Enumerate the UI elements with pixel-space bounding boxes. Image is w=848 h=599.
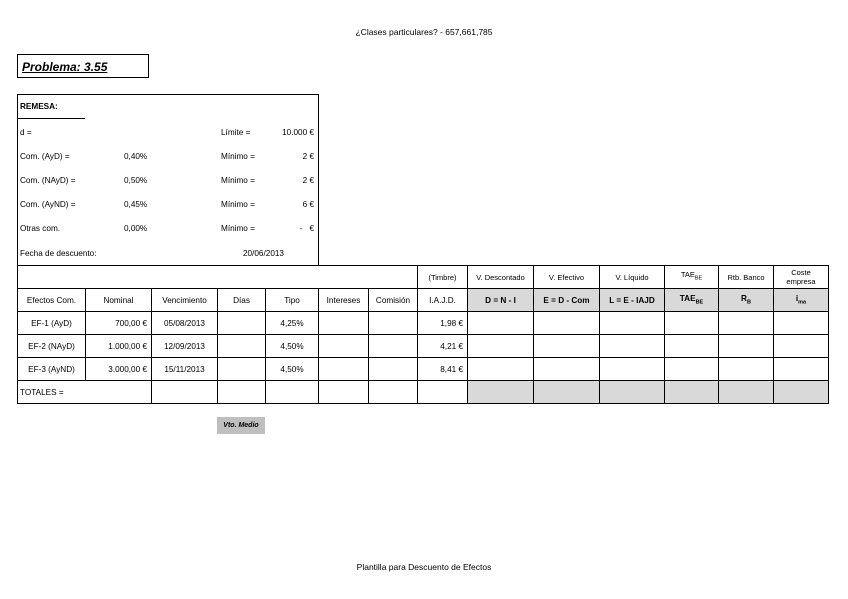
vencimiento-header: Vencimiento [152,289,218,312]
totales-comision-cell[interactable] [369,381,418,404]
otras-com-pct: 0,00% [124,224,148,233]
com-nayd-min-value: 2 € [302,176,314,185]
i-cell[interactable] [774,335,829,358]
tipo-cell: 4,50% [266,358,319,381]
limite-value: 10.000 € [282,128,314,137]
com-aynd-label: Com. (AyND) = [20,200,76,209]
rtb-banco-header: Rtb. Banco [719,266,774,289]
efecto-cell: EF-1 (AyD) [18,312,86,335]
page-header: ¿Clases particulares? - 657,661,785 [355,27,493,37]
effects-table [17,265,829,404]
vencimiento-cell: 12/09/2013 [152,335,218,358]
comision-header: Comisión [369,289,418,312]
dias-cell[interactable] [218,358,266,381]
fecha-label: Fecha de descuento: [20,249,97,258]
remesa-title: REMESA: [20,102,58,111]
table-row [18,335,829,358]
dias-header: Días [218,289,266,312]
i-cell[interactable] [774,358,829,381]
tae-cell[interactable] [665,335,719,358]
intereses-cell[interactable] [319,358,369,381]
efecto-cell: EF-2 (NAyD) [18,335,86,358]
coste-empresa-header: Coste empresa [774,266,829,289]
e-cell[interactable] [534,312,600,335]
nominal-cell: 1.000,00 € [86,335,152,358]
i-header: $i_{ma}$ [774,289,829,312]
totales-i-cell [774,381,829,404]
l-formula-header: L = E - IAJD [600,289,665,312]
totales-iajd-cell[interactable] [418,381,468,404]
dias-cell[interactable] [218,335,266,358]
com-aynd-pct: 0,45% [124,200,148,209]
e-cell[interactable] [534,335,600,358]
iajd-cell: 4,21 € [418,335,468,358]
v-descontado-header: V. Descontado [468,266,534,289]
tae-header: $TAE_{BE}$ [665,289,719,312]
d-formula-header: D = N - I [468,289,534,312]
l-cell[interactable] [600,335,665,358]
table-row [18,358,829,381]
page-footer: Plantilla para Descuento de Efectos [356,562,492,572]
remesa-panel [17,94,319,266]
comision-cell[interactable] [369,312,418,335]
v-liquido-header: V. Líquido [600,266,665,289]
r-header: $R_B$ [719,289,774,312]
otras-com-min-value: - € [299,224,314,233]
top-header-blank [18,266,418,289]
vencimiento-cell: 15/11/2013 [152,358,218,381]
comision-cell[interactable] [369,335,418,358]
com-ayd-pct: 0,40% [124,152,148,161]
timbre-header: (Timbre) [418,266,468,289]
intereses-cell[interactable] [319,312,369,335]
nominal-header: Nominal [86,289,152,312]
fecha-value: 20/06/2013 [243,249,284,258]
otras-com-label: Otras com. [20,224,61,233]
totales-label: TOTALES = [18,381,152,404]
iajd-cell: 1,98 € [418,312,468,335]
e-cell[interactable] [534,358,600,381]
com-ayd-min-label: Mínimo = [221,152,255,161]
otras-com-min-label: Mínimo = [221,224,255,233]
i-cell[interactable] [774,312,829,335]
totales-intereses-cell[interactable] [319,381,369,404]
problem-title: Problema: 3.55 [22,60,108,74]
totales-vencimiento-cell[interactable] [152,381,218,404]
l-cell[interactable] [600,312,665,335]
totales-e-cell [534,381,600,404]
totales-l-cell [600,381,665,404]
d-cell[interactable] [468,335,534,358]
efectos-header: Efectos Com. [18,289,86,312]
com-nayd-label: Com. (NAyD) = [20,176,76,185]
nominal-cell: 3.000,00 € [86,358,152,381]
table-row [18,312,829,335]
tipo-cell: 4,50% [266,335,319,358]
totales-r-cell [719,381,774,404]
iajd-header: I.A.J.D. [418,289,468,312]
com-aynd-min-label: Mínimo = [221,200,255,209]
com-ayd-min-value: 2 € [302,152,314,161]
dias-cell[interactable] [218,312,266,335]
r-cell[interactable] [719,335,774,358]
d-cell[interactable] [468,358,534,381]
intereses-header: Intereses [319,289,369,312]
d-cell[interactable] [468,312,534,335]
remesa-underline [18,118,85,119]
vencimiento-cell: 05/08/2013 [152,312,218,335]
tipo-cell: 4,25% [266,312,319,335]
totales-d-cell [468,381,534,404]
header-row [18,289,829,312]
e-formula-header: E = D - Com [534,289,600,312]
totales-dias-cell[interactable] [218,381,266,404]
top-header-row [18,266,829,289]
com-ayd-label: Com. (AyD) = [20,152,70,161]
com-nayd-min-label: Mínimo = [221,176,255,185]
d-label: d = [20,128,32,137]
totales-tipo-cell[interactable] [266,381,319,404]
vto-medio-label: Vto. Medio [217,417,265,434]
com-nayd-pct: 0,50% [124,176,148,185]
intereses-cell[interactable] [319,335,369,358]
totales-tae-cell [665,381,719,404]
tae-top-header: $TAE_{BE}$ [665,266,719,289]
v-efectivo-header: V. Efectivo [534,266,600,289]
limite-label: Límite = [221,128,251,137]
r-cell[interactable] [719,358,774,381]
tipo-header: Tipo [266,289,319,312]
totales-row [18,381,829,404]
tae-cell[interactable] [665,312,719,335]
efecto-cell: EF-3 (AyND) [18,358,86,381]
problem-title-box [17,54,149,78]
com-aynd-min-value: 6 € [302,200,314,209]
r-cell[interactable] [719,312,774,335]
tae-cell[interactable] [665,358,719,381]
comision-cell[interactable] [369,358,418,381]
iajd-cell: 8,41 € [418,358,468,381]
l-cell[interactable] [600,358,665,381]
nominal-cell: 700,00 € [86,312,152,335]
